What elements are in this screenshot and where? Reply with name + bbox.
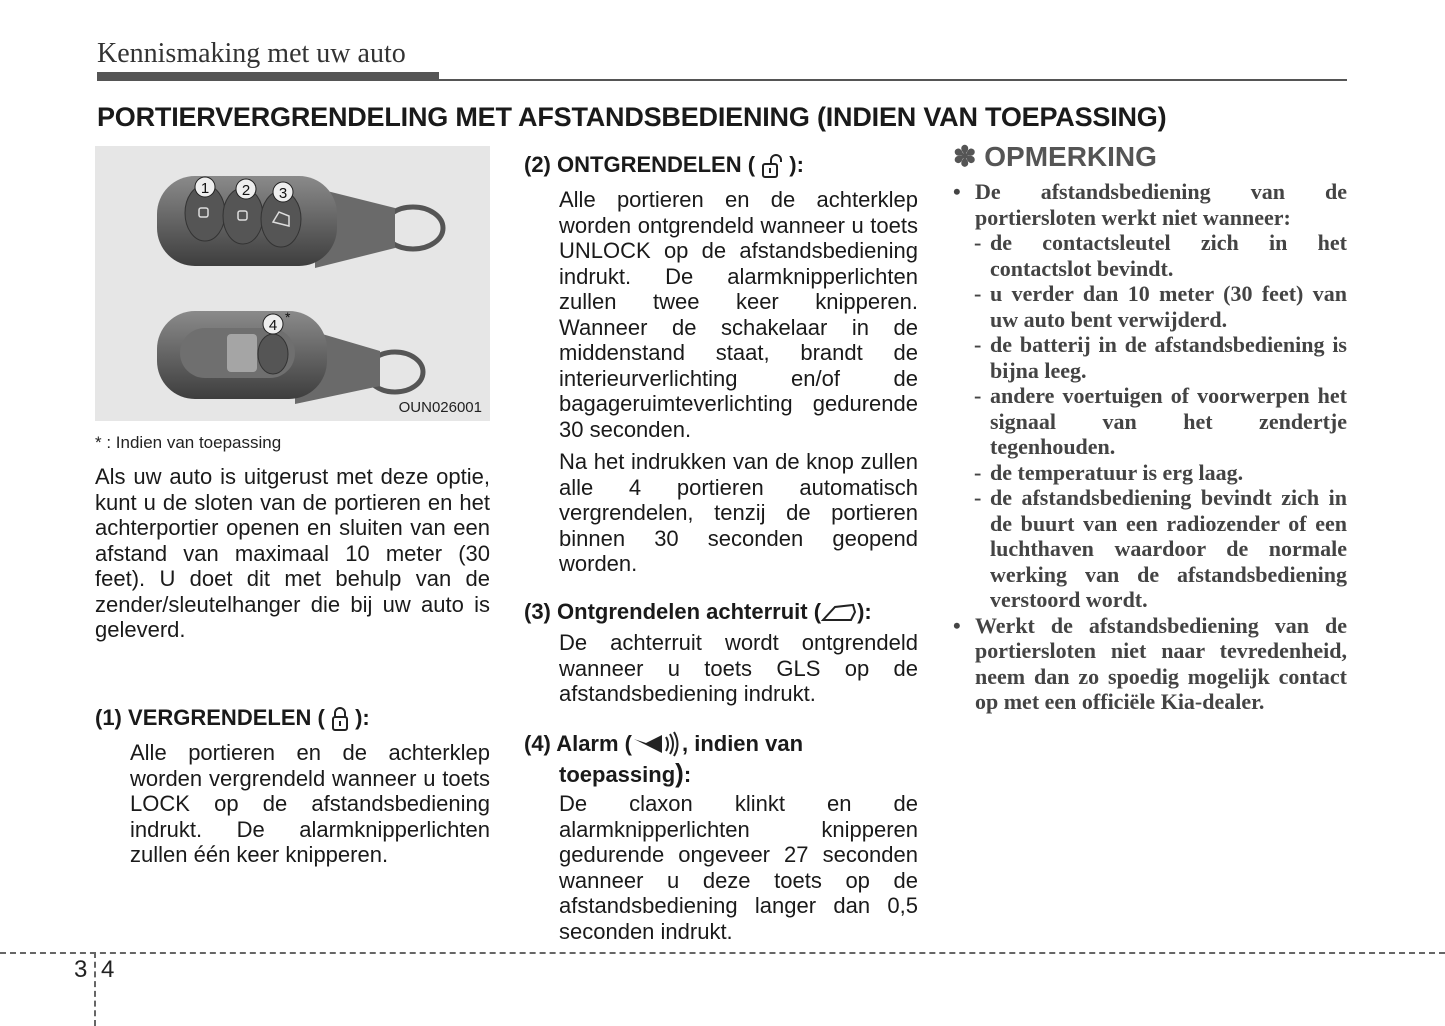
note-bullet-1-text: De afstandsbediening van de portiersloten werkt niet wanneer: [975,179,1347,230]
section-unlock [524,152,918,577]
note-item: - de batterij in de afstandsbediening is bijna leeg. [974,332,1347,383]
section-alarm-label: Alarm ( [556,731,632,756]
note-item-text: de temperatuur is erg laag. [990,459,1244,485]
section-unlock-label: ONTGRENDELEN ( [557,152,756,177]
figure-code: OUN026001 [398,399,482,416]
note-item-text: de batterij in de afstandsbediening is bijna leeg. [990,332,1347,383]
note-heading-text: OPMERKING [984,141,1157,172]
note-body [953,179,1347,715]
section-alarm-text: De claxon klinkt en de alarmknipperlichten knipperen gedurende ongeveer 27 seconden wanneer u deze toets op de afstandsbediening langer dan 0,5 seconden indrukt. [559,791,918,944]
note-item: - de temperatuur is erg laag. [974,459,1244,485]
remote-fob-top [157,176,443,268]
remote-fob-bottom [157,309,423,404]
callout-4: 4 [268,317,278,334]
remote-key-figure [95,146,490,421]
note-bullet-2-text: Werkt de afstandsbediening van de portiersloten niet naar tevredenheid, neem dan zo spoedig mogelijk contact op met een officiële Kia-dealer. [975,612,1347,714]
note-item: - de contactsleutel zich in het contactslot bevindt. [974,230,1347,281]
section-rear-number: (3) [524,599,551,624]
section-rear-close: ): [857,599,872,624]
callout-2: 2 [241,182,251,199]
horn-icon [632,731,682,759]
section-rear-label: Ontgrendelen achterruit ( [557,599,822,624]
figure-footnote: * : Indien van toepassing [95,433,282,452]
note-item: - de afstandsbediening bevindt zich in de buurt van een radiozender of een luchthaven waardoor de normale werking van de afstandsbediening verstoord wordt. [974,485,1347,612]
unlock-icon [761,153,783,179]
header-section-title: Kennismaking met uw auto [97,38,406,69]
section-alarm-heading [524,731,918,759]
header-rule [97,79,1347,81]
section-alarm-close: : [683,762,692,788]
section-alarm-number: (4) [524,731,551,756]
callout-asterisk: * [285,309,291,325]
section-lock-heading [95,705,490,732]
note-item: - u verder dan 10 meter (30 feet) van uw auto bent verwijderd. [974,281,1347,332]
lock-icon [331,706,349,732]
intro-paragraph: Als uw auto is uitgerust met deze optie, kunt u de sloten van de portieren en het achterportier openen en sluiten van een afstand van maximaal 10 meter (30 feet). U doet dit met behulp van de zender/sleutelhanger die bij uw auto is geleverd. [95,464,490,642]
section-unlock-text-1: Alle portieren en de achterklep worden ontgrendeld wanneer u toets UNLOCK op de afstandsbediening indrukt. De alarmknipperlichten zullen twee keer knipperen. Wanneer de schakelaar in de middenstand staat, brandt de interieurverlichting en/of de bagageruimteverlichting gedurende 30 seconden. [559,187,918,442]
note-item-text: u verder dan 10 meter (30 feet) van uw auto bent verwijderd. [990,281,1347,332]
note-bullet-2: • Werkt de afstandsbediening van de portiersloten niet naar tevredenheid, neem dan zo spoedig mogelijk contact op met een officiële Kia-dealer. [953,612,1347,714]
liftgate-icon [821,602,857,624]
page-number-chapter: 3 [74,956,88,983]
callout-3: 3 [278,185,288,202]
section-unlock-text-2: Na het indrukken van de knop zullen alle 4 portieren automatisch vergrendelen, tenzij de portieren binnen 30 seconden geopend worden. [559,449,918,577]
footer-divider [94,952,96,1026]
section-alarm-line2: toepassing [559,762,676,788]
section-lock-number: (1) [95,705,122,730]
section-alarm-heading-line2: toepassing): [559,758,692,789]
page-number: 4 [101,956,115,983]
callout-1: 1 [200,180,210,197]
section-lock [95,705,490,868]
section-alarm [524,731,918,944]
note-symbol: ✽ [953,141,977,172]
section-rear-heading [524,599,918,624]
section-lock-label: VERGRENDELEN ( [128,705,325,730]
note-bullet-1: • De afstandsbediening van de portiersloten werkt niet wanneer: [953,179,1347,230]
footer-rule [0,952,1445,954]
header-bar [97,72,439,79]
section-unlock-heading [524,152,918,179]
section-unlock-number: (2) [524,152,551,177]
section-lock-close: ): [355,705,370,730]
note-item: - andere voertuigen of voorwerpen het signaal van het zendertje tegenhouden. [974,383,1347,459]
section-alarm-suffix: , indien van [681,731,804,756]
note-item-text: de afstandsbediening bevindt zich in de buurt van een radiozender of een luchthaven waardoor de normale werking van de afstandsbediening verstoord wordt. [990,485,1347,612]
note-heading [953,140,1157,173]
section-unlock-close: ): [789,152,804,177]
note-item-text: de contactsleutel zich in het contactslot bevindt. [990,230,1347,281]
note-item-text: andere voertuigen of voorwerpen het signaal van het zendertje tegenhouden. [990,383,1347,459]
page-title: PORTIERVERGRENDELING MET AFSTANDSBEDIENING (INDIEN VAN TOEPASSING) [97,102,1167,132]
remote-key-illustration [95,146,490,421]
section-rear-text: De achterruit wordt ontgrendeld wanneer u toets GLS op de afstandsbediening indrukt. [559,630,918,707]
section-rear [524,599,918,707]
section-lock-text: Alle portieren en de achterklep worden vergrendeld wanneer u toets LOCK op de afstandsbediening indrukt. De alarmknipperlichten zullen één keer knipperen. [130,740,490,868]
